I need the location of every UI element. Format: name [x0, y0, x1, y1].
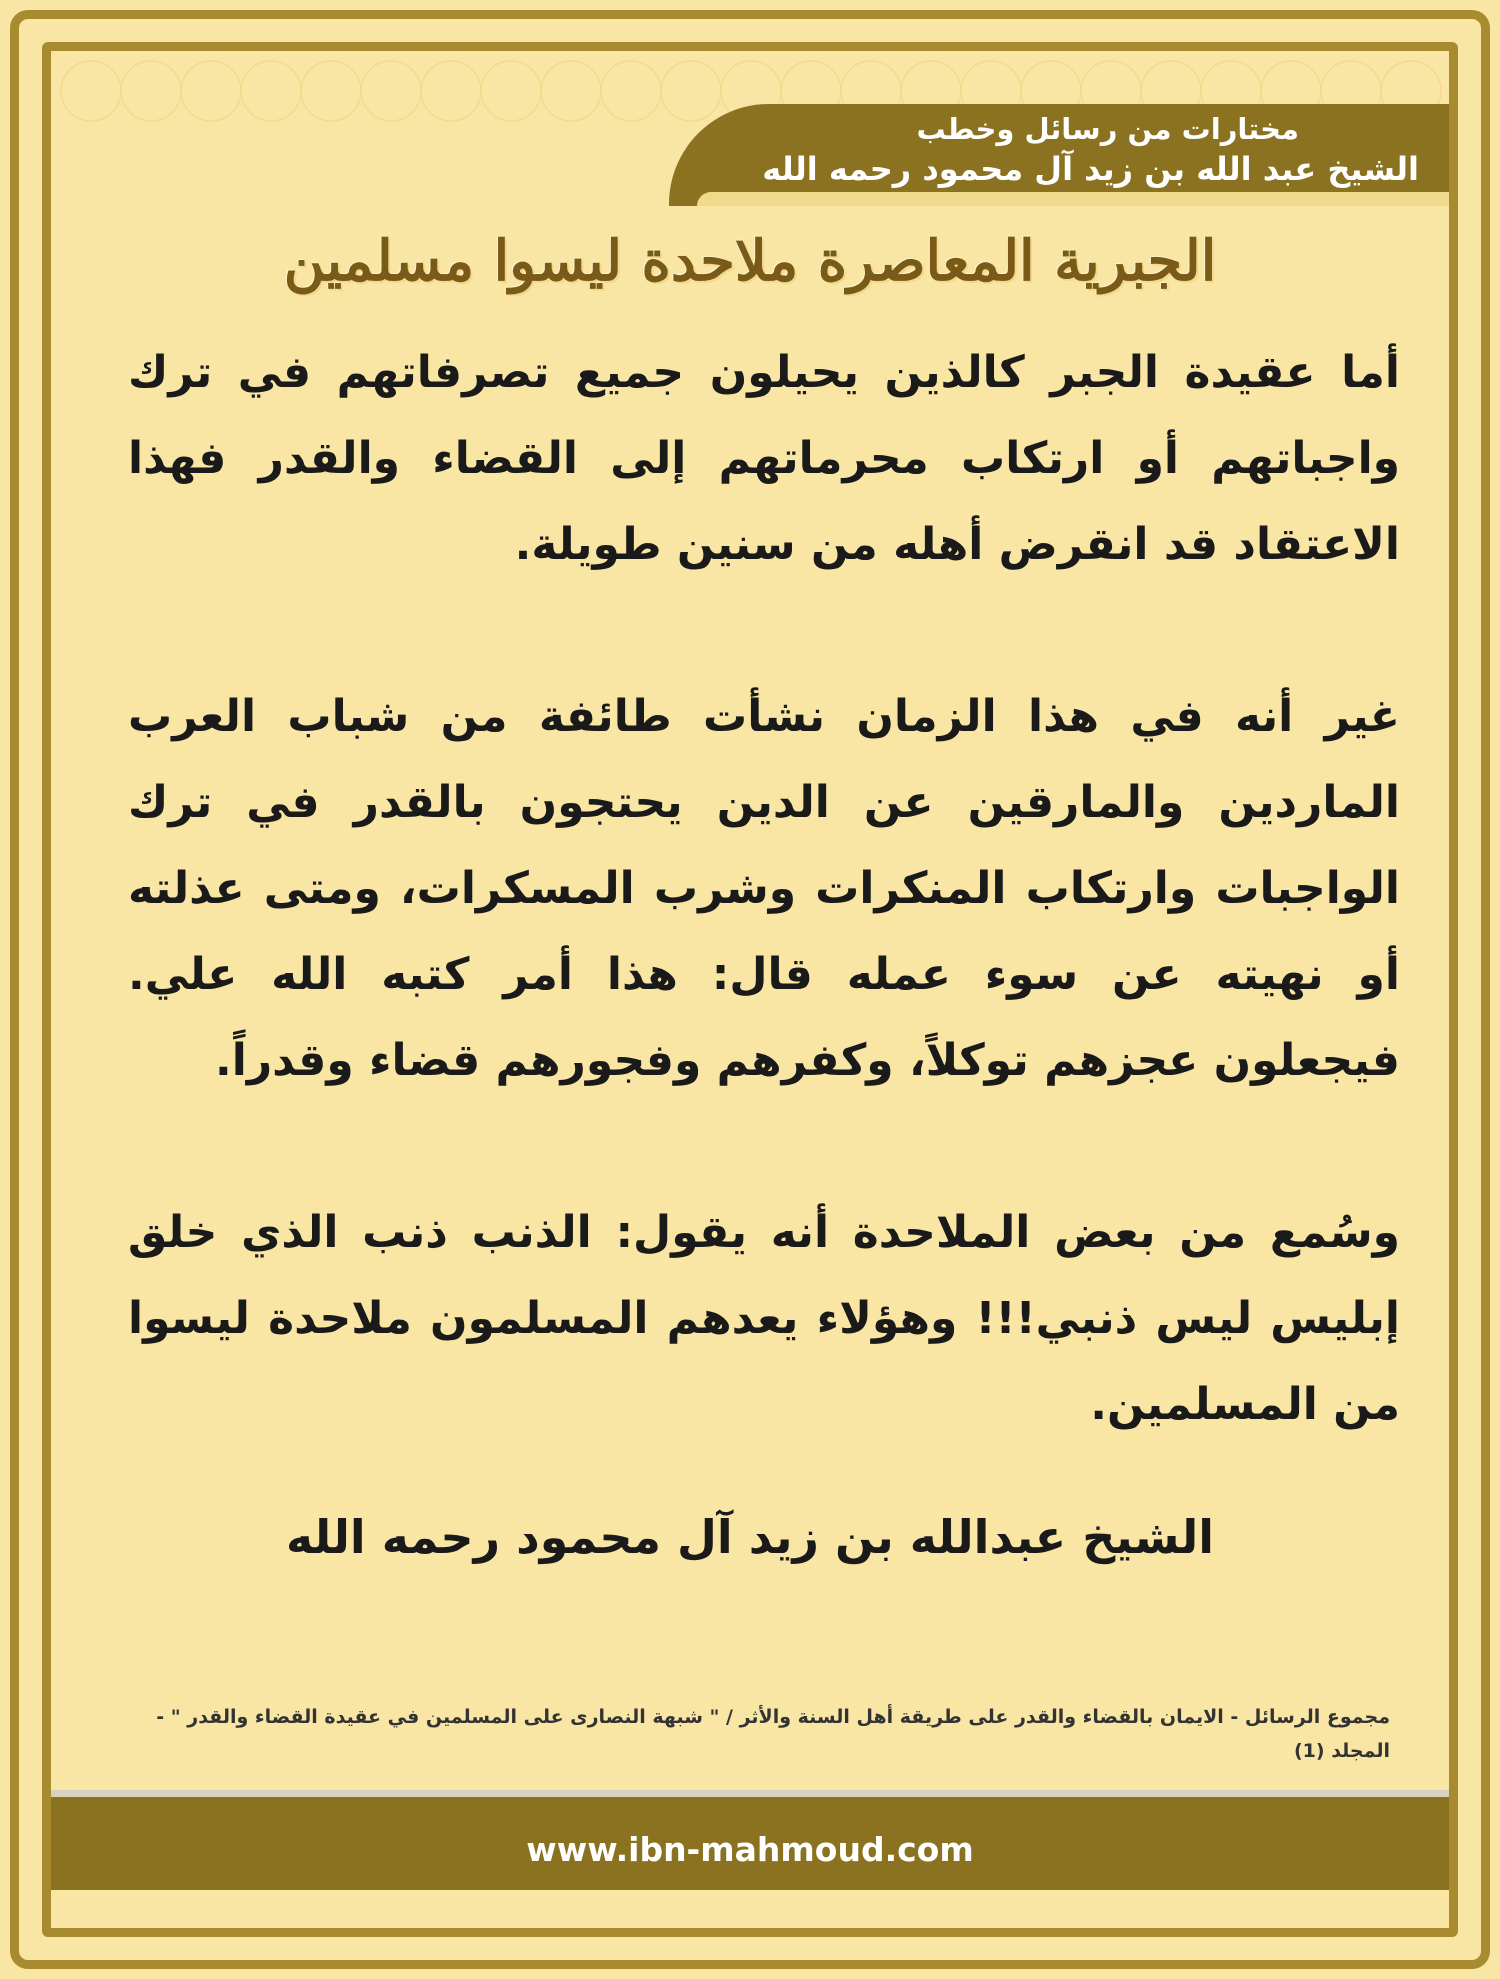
- header-series-title: مختارات من رسائل وخطب: [916, 112, 1299, 146]
- article-title: الجبرية المعاصرة ملاحدة ليسوا مسلمين: [283, 228, 1217, 294]
- paragraph-1: أما عقيدة الجبر كالذين يحيلون جميع تصرفاتهم في ترك واجباتهم أو ارتكاب محرماتهم إلى القضاء والقدر فهذا الاعتقاد قد انقرض أهله من سنين طويلة.: [128, 347, 1400, 570]
- header-band: [669, 104, 1449, 206]
- paragraph-3: وسُمع من بعض الملاحدة أنه يقول: الذنب ذنب الذي خلق إبليس ليس ذنبي!!! وهؤلاء يعدهم المسلمون ملاحدة ليسوا من المسلمين.: [128, 1207, 1400, 1430]
- paragraph-2: غير أنه في هذا الزمان نشأت طائفة من شباب العرب الماردين والمارقين عن الدين يحتجون بالقدر في ترك الواجبات وارتكاب المنكرات وشرب المسكرات، ومتى عذلته أو نهيته عن سوء عمله قال: هذا أمر كتبه الله علي. فيجعلون عجزهم توكلاً، وكفرهم وفجورهم قضاء وقدراً.: [128, 691, 1400, 1086]
- source-citation: مجموع الرسائل - الايمان بالقضاء والقدر على طريقة أهل السنة والأثر / " شبهة النصارى على المسلمين في عقيدة القضاء والقدر " - المجلد (1): [156, 1706, 1390, 1762]
- website-link[interactable]: www.ibn-mahmoud.com: [526, 1830, 974, 1869]
- author-signature: الشيخ عبدالله بن زيد آل محمود رحمه الله: [285, 1510, 1215, 1564]
- header-author-name: الشيخ عبد الله بن زيد آل محمود رحمه الله: [762, 150, 1419, 188]
- article-body: [128, 330, 1400, 1448]
